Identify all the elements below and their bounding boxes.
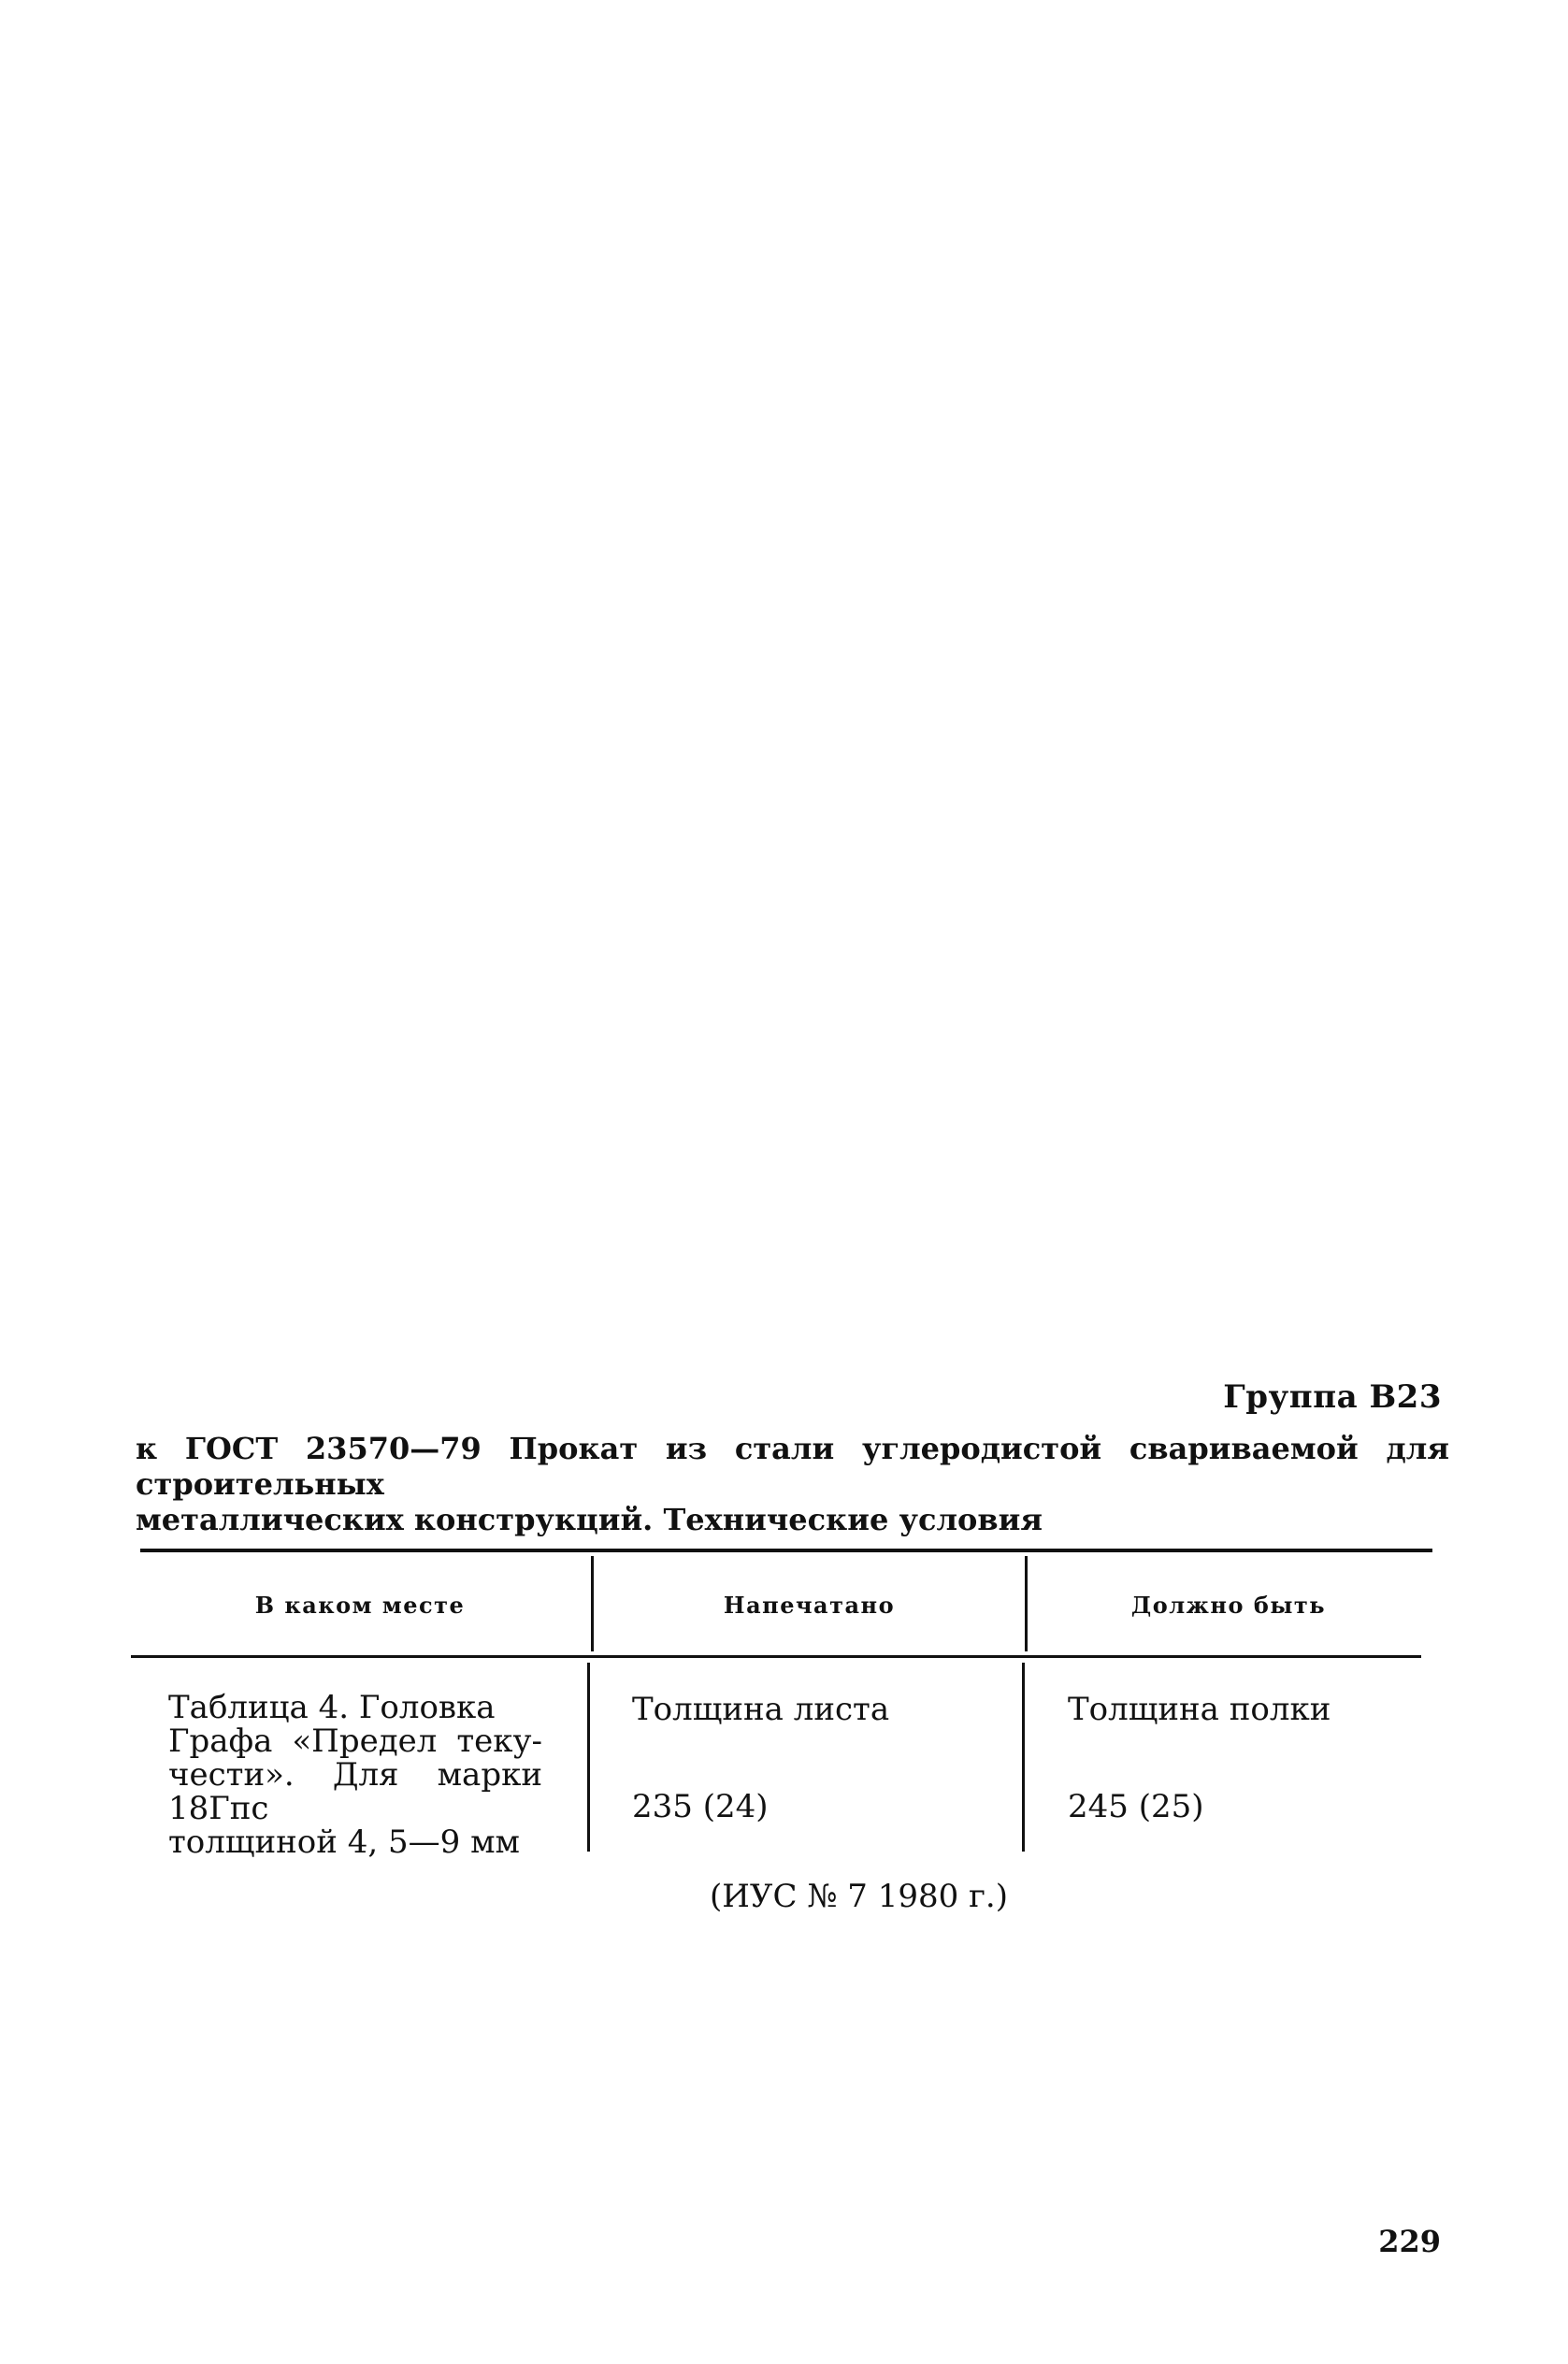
source-reference: (ИУС № 7 1980 г.) [710, 1878, 1008, 1915]
cell-should-be-value: 245 (25) [1068, 1788, 1204, 1825]
cell-printed-label: Толщина листа [632, 1691, 890, 1728]
where-line-3: чести». Для марки 18Гпс [168, 1756, 542, 1827]
cell-should-be-label: Толщина полки [1068, 1691, 1331, 1728]
where-line-4: толщиной 4, 5—9 мм [168, 1823, 520, 1861]
header-where: В каком месте [254, 1592, 466, 1619]
header-should-be: Должно быть [1130, 1592, 1327, 1619]
title-line-2: металлических конструкций. Технические условия [136, 1502, 1043, 1537]
header-printed: Напечатано [723, 1592, 896, 1619]
body-divider-1 [587, 1663, 590, 1852]
cell-printed-value: 235 (24) [632, 1788, 769, 1825]
amendment-title [136, 1431, 1449, 1537]
group-label: Группа В23 [1223, 1378, 1442, 1416]
where-line-1: Таблица 4. Головка [168, 1689, 496, 1726]
table-top-rule [140, 1549, 1432, 1552]
title-line-1: к ГОСТ 23570—79 Прокат из стали углеродистой свариваемой для строительных [136, 1431, 1449, 1502]
page-number: 229 [1378, 2224, 1441, 2259]
where-line-2: Графа «Предел теку- [168, 1723, 542, 1760]
body-divider-2 [1022, 1663, 1025, 1852]
header-bottom-rule [131, 1655, 1421, 1658]
cell-where [168, 1691, 542, 1859]
